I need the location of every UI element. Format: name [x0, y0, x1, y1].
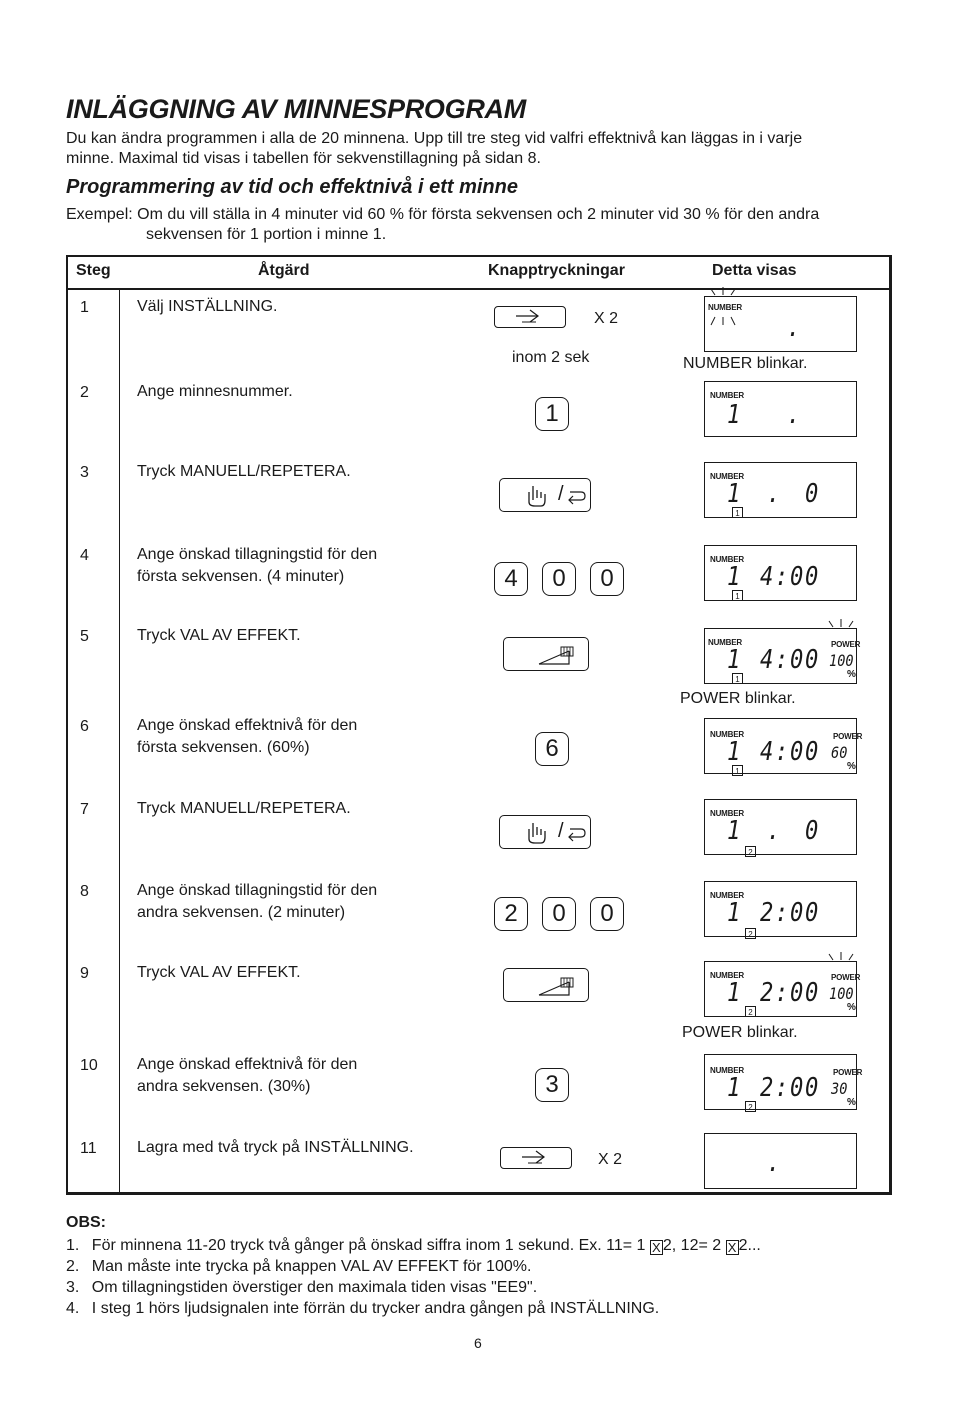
- blink-rays-icon: [705, 315, 745, 329]
- number-label: NUMBER: [708, 303, 742, 312]
- display-panel: [704, 545, 857, 601]
- digit-key-0: 0: [590, 562, 624, 596]
- display-panel: [704, 881, 857, 937]
- display-memory-number: 1: [727, 1073, 743, 1103]
- step-number: 11: [80, 1140, 97, 1157]
- display-memory-number: 1: [727, 898, 743, 928]
- display-time: 0: [805, 816, 821, 846]
- press-twice-note: X 2: [594, 310, 619, 327]
- step-number: 10: [80, 1057, 98, 1074]
- display-memory-number: 1: [727, 479, 743, 509]
- step-number: 7: [80, 801, 89, 818]
- obs-item-text: Om tillagningstiden överstiger den maximala tiden visas "EE9".: [91, 1279, 538, 1296]
- number-label: NUMBER: [710, 1066, 744, 1075]
- display-power-level: 60: [831, 743, 848, 762]
- display-power-level: 100: [829, 984, 854, 1003]
- digit-key-0: 0: [542, 562, 576, 596]
- x-box-icon: X: [650, 1240, 663, 1255]
- display-panel: [704, 628, 861, 684]
- step-number: 3: [80, 464, 89, 481]
- section-subtitle: Programmering av tid och effektnivå i ett minne: [66, 176, 518, 198]
- obs-item-text: Man måste inte trycka på knappen VAL AV EFFEKT för 100%.: [91, 1258, 532, 1275]
- number-label: NUMBER: [710, 809, 744, 818]
- display-power-level: 100: [829, 651, 854, 670]
- table-column-divider: [119, 288, 120, 1195]
- step-number: 5: [80, 628, 89, 645]
- press-twice-note: X 2: [598, 1151, 623, 1168]
- setting-arrow-icon: [500, 1147, 572, 1169]
- display-memory-number: 1: [727, 562, 743, 592]
- blink-rays-icon: [705, 287, 745, 301]
- sequence-indicator: 2: [745, 846, 756, 857]
- obs-item-number: 2.: [66, 1258, 80, 1275]
- obs-item-number: 4.: [66, 1300, 80, 1317]
- manual-repeat-key: [499, 478, 591, 512]
- sequence-indicator: 1: [732, 765, 743, 776]
- power-blinks-note: POWER blinkar.: [680, 690, 796, 707]
- step-text: Tryck VAL AV EFFEKT.: [137, 627, 301, 644]
- step-text: Tryck MANUELL/REPETERA.: [137, 463, 351, 480]
- obs-item: [66, 1279, 537, 1297]
- display-dot: .: [767, 479, 783, 509]
- obs-item-number: 3.: [66, 1279, 80, 1296]
- display-time: 2:00: [760, 978, 821, 1008]
- blink-rays-icon: [823, 952, 863, 966]
- display-panel: [704, 296, 857, 352]
- example-line-1: Exempel: Om du vill ställa in 4 minuter vid 60 % för första sekvensen och 2 minuter vid 30 % för den andra: [66, 206, 820, 223]
- step-number: 9: [80, 965, 89, 982]
- header-detta-visas: Detta visas: [712, 262, 797, 279]
- sequence-indicator: 1: [732, 673, 743, 684]
- obs-item-text: I steg 1 hörs ljudsignalen inte förrän du trycker andra gången på INSTÄLLNING.: [91, 1300, 660, 1317]
- percent-sign: %: [847, 1097, 856, 1108]
- step-text: Lagra med två tryck på INSTÄLLNING.: [137, 1139, 414, 1156]
- intro-line-1: Du kan ändra programmen i alla de 20 minnena. Upp till tre steg vid valfri effektnivå kan läggas in i varje: [66, 130, 803, 147]
- page-title: INLÄGGNING AV MINNESPROGRAM: [66, 94, 526, 124]
- step-text: Ange önskad effektnivå för den: [137, 1056, 358, 1073]
- display-memory-number: 1: [727, 400, 743, 430]
- display-dot: .: [767, 1148, 783, 1178]
- display-panel: [704, 718, 863, 776]
- display-dot: .: [767, 816, 783, 846]
- power-label: POWER: [833, 732, 863, 741]
- hand-repeat-icon: [499, 478, 591, 512]
- obs-item: [66, 1237, 761, 1255]
- number-label: NUMBER: [710, 391, 744, 400]
- digit-key-1: 1: [535, 397, 569, 431]
- display-dot: .: [787, 400, 803, 430]
- obs-item: [66, 1258, 531, 1276]
- step-number: 1: [80, 299, 89, 316]
- obs-item-number: 1.: [66, 1237, 80, 1254]
- display-memory-number: 1: [727, 645, 743, 675]
- power-label: POWER: [831, 640, 861, 649]
- header-atgard: Åtgärd: [258, 262, 310, 279]
- digit-key-3: 3: [535, 1068, 569, 1102]
- table-header-divider: [66, 288, 892, 290]
- obs-heading: OBS:: [66, 1214, 106, 1231]
- setting-key: [494, 306, 566, 328]
- display-time: 4:00: [760, 737, 821, 767]
- header-knapptryckningar: Knapptryckningar: [488, 262, 625, 279]
- power-level-icon: [503, 637, 589, 671]
- step-text: Ange önskad tillagningstid för den: [137, 882, 378, 899]
- number-label: NUMBER: [710, 971, 744, 980]
- number-label: NUMBER: [710, 472, 744, 481]
- number-blinks-note: NUMBER blinkar.: [683, 355, 808, 372]
- display-memory-number: 1: [727, 737, 743, 767]
- power-blinks-note: POWER blinkar.: [682, 1024, 798, 1041]
- step-text: Ange önskad tillagningstid för den: [137, 546, 378, 563]
- obs-item-text: 2, 12= 2: [662, 1237, 726, 1254]
- display-memory-number: 1: [727, 978, 743, 1008]
- display-time: 2:00: [760, 1073, 821, 1103]
- obs-item: [66, 1300, 659, 1318]
- page-number: 6: [474, 1335, 482, 1351]
- step-text: första sekvensen. (4 minuter): [137, 568, 345, 585]
- x-box-icon: X: [726, 1240, 739, 1255]
- display-time: 4:00: [760, 562, 821, 592]
- setting-key: [500, 1147, 572, 1169]
- power-level-icon: [503, 968, 589, 1002]
- percent-sign: %: [847, 669, 856, 680]
- setting-arrow-icon: [494, 306, 566, 328]
- digit-key-6: 6: [535, 732, 569, 766]
- step-number: 8: [80, 883, 89, 900]
- step-text: Ange önskad effektnivå för den: [137, 717, 358, 734]
- step-text: andra sekvensen. (2 minuter): [137, 904, 346, 921]
- display-panel: [704, 1133, 857, 1189]
- digit-key-4: 4: [494, 562, 528, 596]
- number-label: NUMBER: [710, 730, 744, 739]
- sequence-indicator: 2: [745, 1101, 756, 1112]
- sequence-indicator: 1: [732, 590, 743, 601]
- step-text: Tryck MANUELL/REPETERA.: [137, 800, 351, 817]
- digit-key-2: 2: [494, 897, 528, 931]
- step-text: andra sekvensen. (30%): [137, 1078, 311, 1095]
- digit-key-0: 0: [590, 897, 624, 931]
- display-memory-number: 1: [727, 816, 743, 846]
- display-dot: .: [787, 313, 803, 343]
- display-time: 2:00: [760, 898, 821, 928]
- number-label: NUMBER: [708, 638, 742, 647]
- example-line-2: sekvensen för 1 portion i minne 1.: [146, 226, 387, 243]
- number-label: NUMBER: [710, 891, 744, 900]
- sequence-indicator: 2: [745, 928, 756, 939]
- step-text: första sekvensen. (60%): [137, 739, 310, 756]
- blink-rays-icon: [823, 619, 863, 633]
- display-time: 0: [805, 479, 821, 509]
- sequence-indicator: 2: [745, 1006, 756, 1017]
- obs-item-text: 2...: [738, 1237, 761, 1254]
- display-panel: [704, 381, 857, 437]
- percent-sign: %: [847, 761, 856, 772]
- step-text: Tryck VAL AV EFFEKT.: [137, 964, 301, 981]
- power-key: [503, 637, 589, 671]
- slash-label: /: [558, 820, 564, 842]
- hand-repeat-icon: [499, 815, 591, 849]
- header-steg: Steg: [76, 262, 111, 279]
- display-panel: [704, 462, 857, 518]
- slash-label: /: [558, 483, 564, 505]
- display-power-level: 30: [831, 1079, 848, 1098]
- step-number: 6: [80, 718, 89, 735]
- step-number: 4: [80, 547, 89, 564]
- display-time: 4:00: [760, 645, 821, 675]
- step-text: Ange minnesnummer.: [137, 383, 293, 400]
- step-text: Välj INSTÄLLNING.: [137, 298, 278, 315]
- number-label: NUMBER: [710, 555, 744, 564]
- power-key: [503, 968, 589, 1002]
- display-panel: [704, 799, 857, 855]
- display-panel: [704, 961, 861, 1017]
- digit-key-0: 0: [542, 897, 576, 931]
- step-number: 2: [80, 384, 89, 401]
- manual-repeat-key: [499, 815, 591, 849]
- percent-sign: %: [847, 1002, 856, 1013]
- sequence-indicator: 1: [732, 507, 743, 518]
- intro-line-2: minne. Maximal tid visas i tabellen för sekvenstillagning på sidan 8.: [66, 150, 541, 167]
- display-panel: [704, 1054, 863, 1112]
- power-label: POWER: [831, 973, 861, 982]
- power-label: POWER: [833, 1068, 863, 1077]
- obs-item-text: För minnena 11-20 tryck två gånger på önskad siffra inom 1 sekund. Ex. 11= 1: [91, 1237, 650, 1254]
- within-2-sec-note: inom 2 sek: [512, 349, 590, 366]
